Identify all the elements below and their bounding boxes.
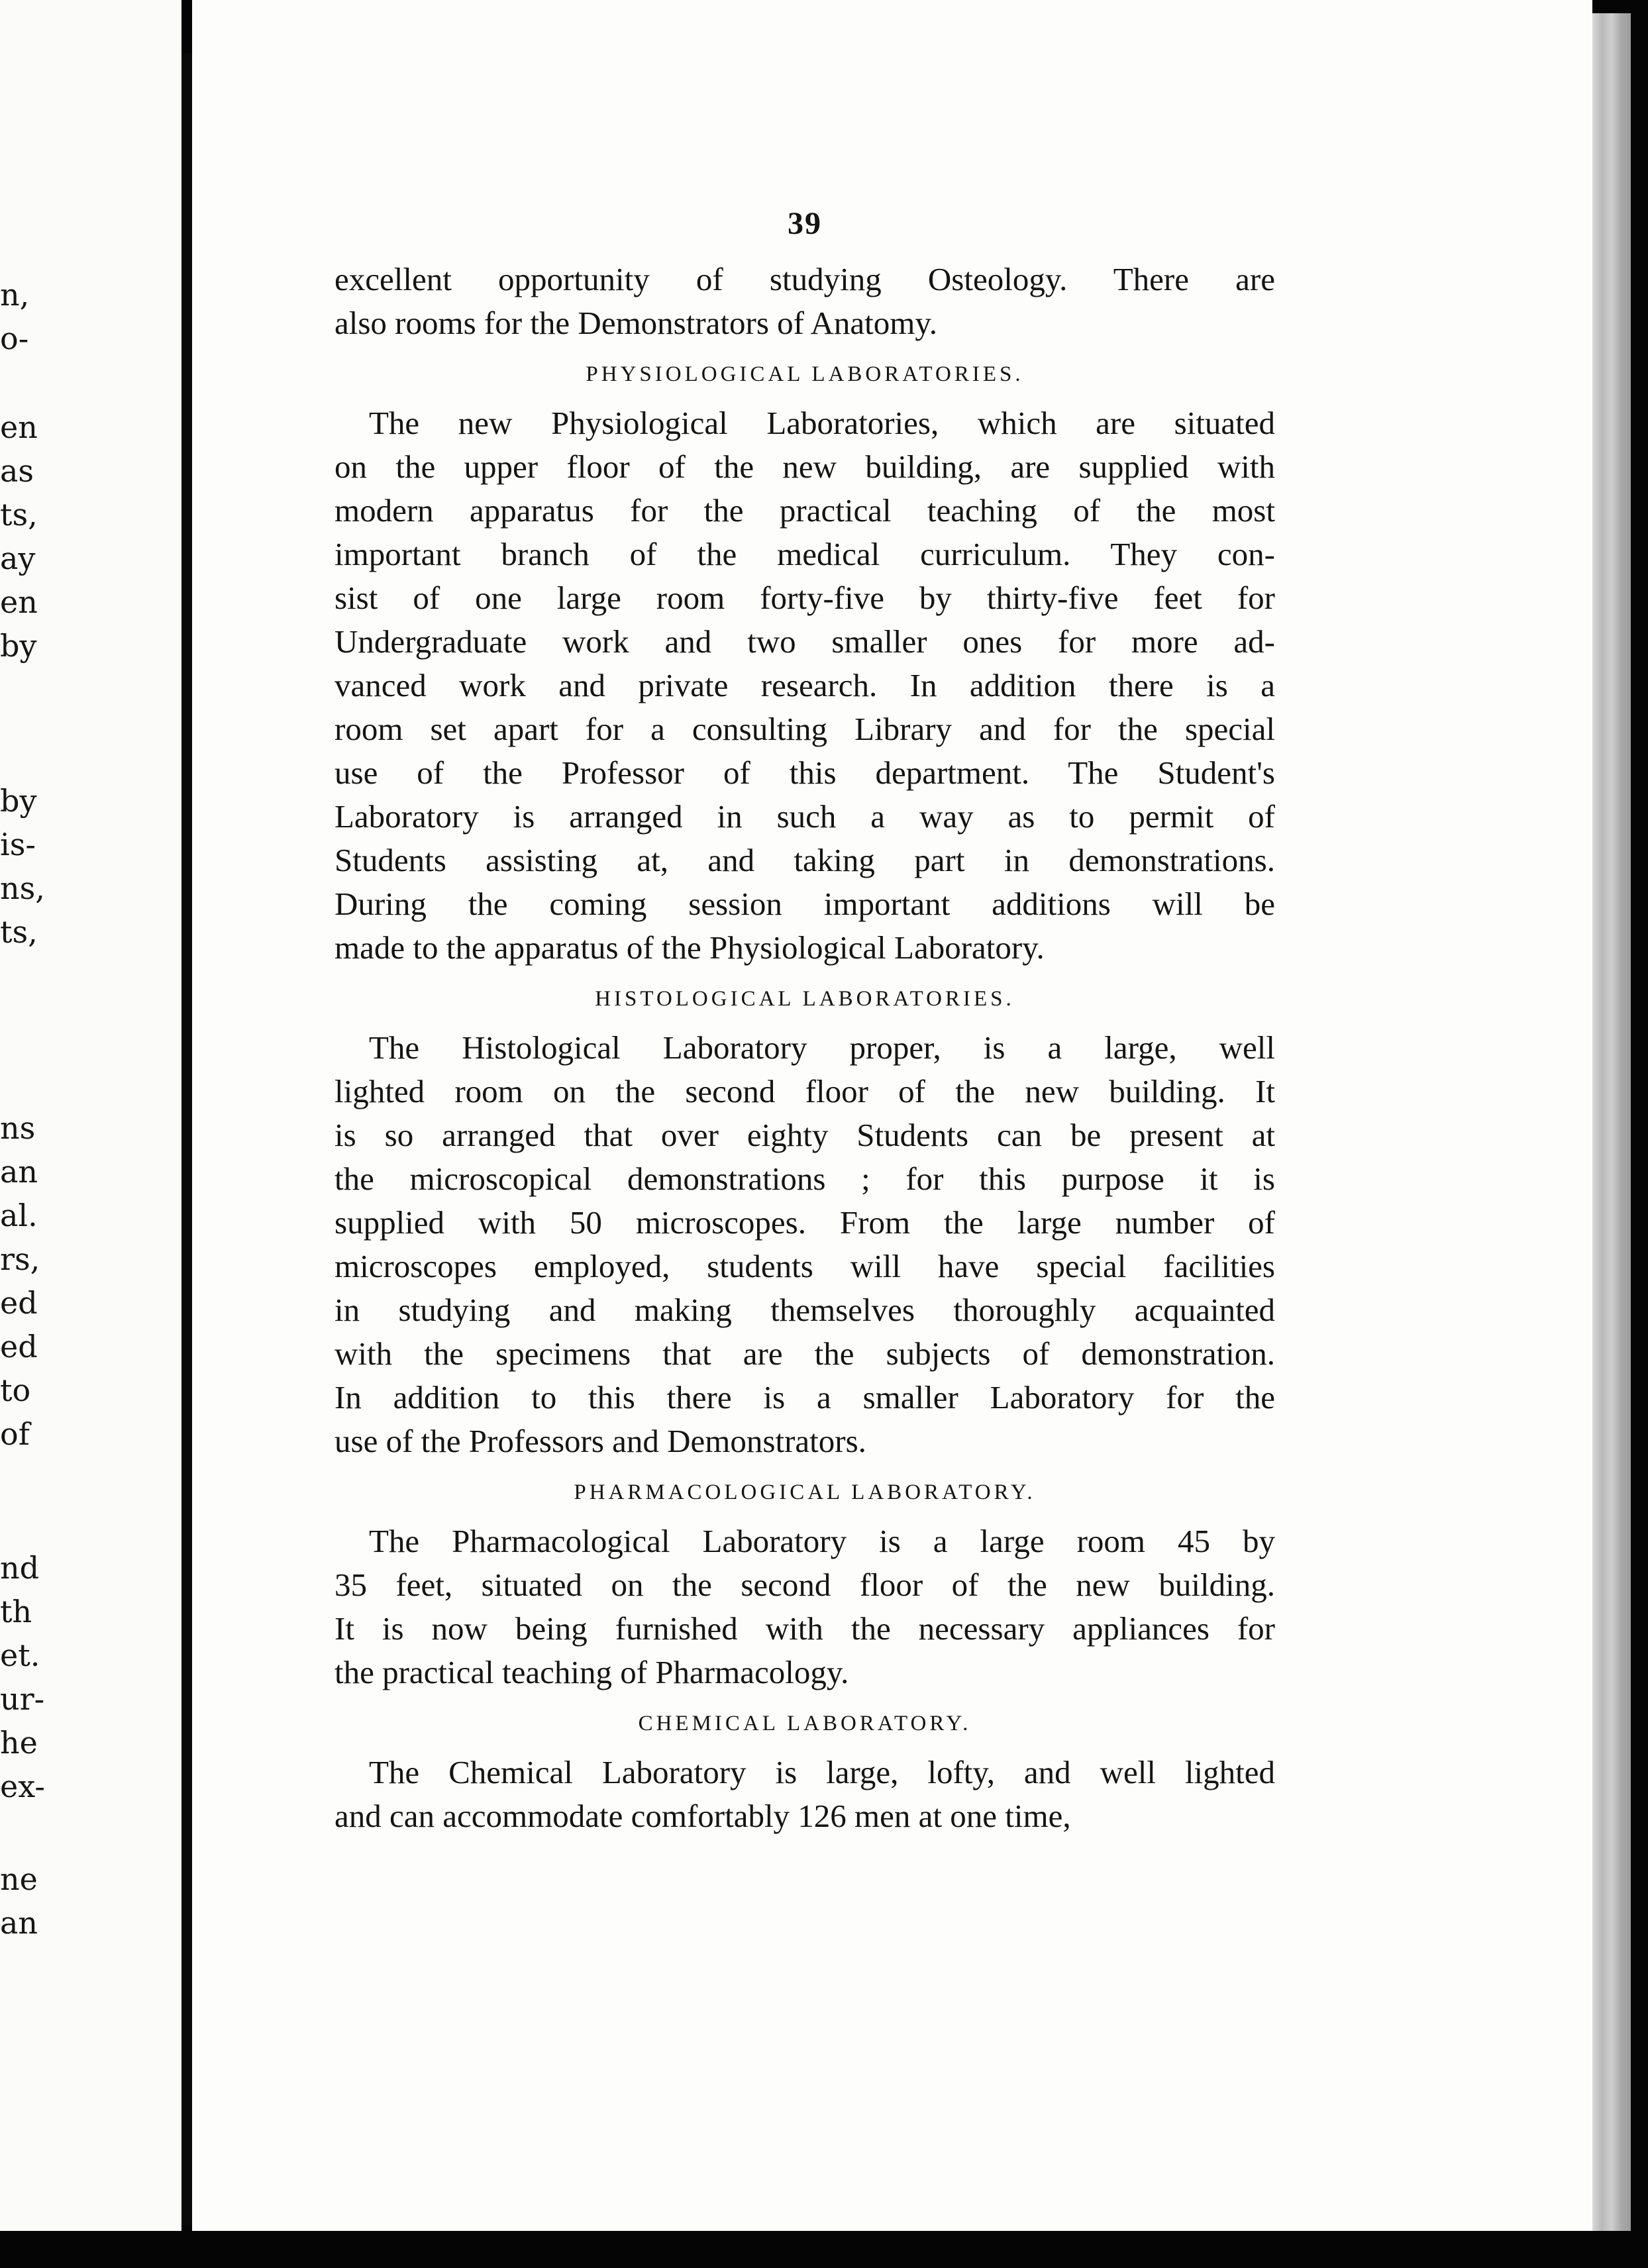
fragment: ed <box>0 1329 38 1365</box>
page-edge-stack <box>1592 13 1631 2239</box>
section-heading: HISTOLOGICAL LABORATORIES. <box>595 987 1015 1011</box>
text-line: and can accommodate comfortably 126 men at one time, <box>335 1798 1071 1834</box>
text-line: It is now being furnished with the necessary appliances for <box>335 1610 1275 1647</box>
paragraph <box>335 1751 1275 1838</box>
text-line: microscopes employed, students will have special facilities <box>335 1248 1275 1284</box>
fragment: of <box>0 1416 30 1452</box>
fragment: ex- <box>0 1769 45 1804</box>
text-line: The Chemical Laboratory is large, lofty, and well lighted <box>369 1754 1275 1790</box>
text-line: In addition to this there is a smaller Laboratory for the <box>335 1379 1275 1416</box>
text-line: use of the Professor of this department. The Student's <box>335 754 1275 791</box>
section-heading: PHYSIOLOGICAL LABORATORIES. <box>586 362 1024 386</box>
fragment: is- <box>0 827 36 862</box>
fragment: en <box>0 409 38 445</box>
text-line: The Histological Laboratory proper, is a large, well <box>369 1029 1275 1066</box>
text-line: lighted room on the second floor of the new building. It <box>335 1073 1275 1109</box>
fragment: an <box>0 1154 38 1190</box>
text-line: sist of one large room forty-five by thirty-five feet for <box>335 580 1275 616</box>
text-line: Undergraduate work and two smaller ones for more ad- <box>335 623 1275 660</box>
text-line: the practical teaching of Pharmacology. <box>335 1654 849 1690</box>
text-line: is so arranged that over eighty Students can be present at <box>335 1117 1275 1153</box>
page-body <box>335 205 1275 1838</box>
fragment: ts, <box>0 497 38 533</box>
text-line: modern apparatus for the practical teaching of the most <box>335 492 1275 529</box>
text-line: Students assisting at, and taking part in demonstrations. <box>335 842 1275 878</box>
fragment: an <box>0 1905 38 1941</box>
fragment: ts, <box>0 914 38 950</box>
fragment: th <box>0 1594 32 1629</box>
text-line: excellent opportunity of studying Osteology. There are <box>335 261 1275 297</box>
fragment: ay <box>0 541 36 576</box>
left-page-text-fragments <box>0 0 179 2268</box>
fragment: ur- <box>0 1681 45 1717</box>
text-line: During the coming session important additions will be <box>335 886 1275 922</box>
text-line: with the specimens that are the subjects of demonstration. <box>335 1335 1275 1372</box>
fragment: o- <box>0 321 29 356</box>
text-line: the microscopical demonstrations ; for this purpose it is <box>335 1160 1275 1197</box>
text-line: supplied with 50 microscopes. From the large number of <box>335 1204 1275 1241</box>
text-line: 35 feet, situated on the second floor of the new building. <box>335 1567 1275 1603</box>
scan-border <box>0 2231 1648 2268</box>
text-line: The new Physiological Laboratories, which are situated <box>369 405 1275 441</box>
fragment: by <box>0 628 37 664</box>
text-line: room set apart for a consulting Library and for the special <box>335 711 1275 747</box>
fragment: rs, <box>0 1241 40 1277</box>
fragment: as <box>0 453 34 489</box>
paragraph <box>335 401 1275 970</box>
text-line: made to the apparatus of the Physiological Laboratory. <box>335 929 1045 966</box>
fragment: al. <box>0 1198 38 1233</box>
paragraph <box>335 1026 1275 1463</box>
text-line: Laboratory is arranged in such a way as to permit of <box>335 798 1275 835</box>
text-line: important branch of the medical curriculum. They con- <box>335 536 1275 572</box>
fragment: ns, <box>0 870 45 906</box>
text-line: vanced work and private research. In addition there is a <box>335 667 1275 703</box>
text-line: use of the Professors and Demonstrators. <box>335 1423 866 1459</box>
gutter-fold <box>181 53 192 2226</box>
fragment: nd <box>0 1550 40 1586</box>
fragment: to <box>0 1372 31 1408</box>
text-line: on the upper floor of the new building, are supplied with <box>335 448 1275 485</box>
fragment: en <box>0 584 38 620</box>
fragment: n, <box>0 277 30 313</box>
fragment: ne <box>0 1861 38 1897</box>
fragment: by <box>0 783 37 819</box>
text-line: in studying and making themselves thoroughly acquainted <box>335 1292 1275 1328</box>
fragment: et. <box>0 1637 40 1673</box>
text-line: The Pharmacological Laboratory is a large room 45 by <box>369 1523 1275 1559</box>
section-heading: PHARMACOLOGICAL LABORATORY. <box>574 1480 1036 1504</box>
paragraph <box>335 1520 1275 1694</box>
fragment: he <box>0 1725 38 1761</box>
text-line: also rooms for the Demonstrators of Anatomy. <box>335 305 937 341</box>
fragment: ns <box>0 1110 36 1146</box>
section-heading: CHEMICAL LABORATORY. <box>638 1712 972 1735</box>
paragraph <box>335 258 1275 345</box>
fragment: ed <box>0 1285 38 1321</box>
sections <box>335 258 1275 1838</box>
page-number: 39 <box>788 206 822 241</box>
